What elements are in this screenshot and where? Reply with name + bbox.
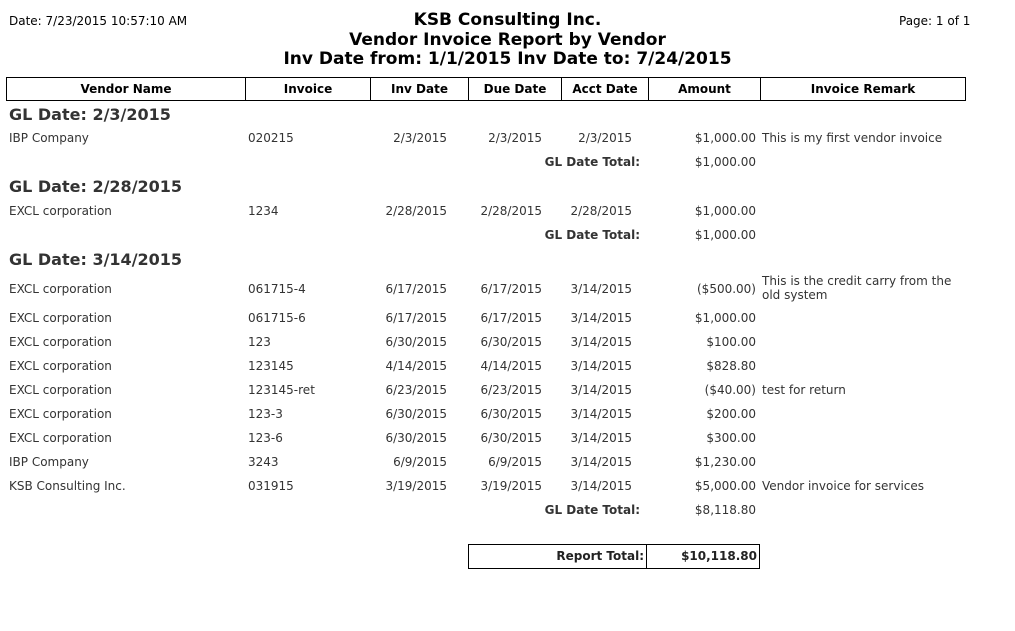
amount: $1,000.00	[694, 204, 756, 218]
acct-date: 3/14/2015	[570, 335, 632, 349]
vendor-name: EXCL corporation	[9, 204, 112, 218]
invoice-remark: This is the credit carry from the old system	[762, 274, 952, 302]
col-due-date: Due Date	[469, 78, 562, 100]
inv-date: 6/30/2015	[385, 431, 447, 445]
gl-date-total-label: GL Date Total:	[544, 155, 640, 169]
invoice-number: 123145-ret	[248, 383, 315, 397]
due-date: 4/14/2015	[480, 359, 542, 373]
acct-date: 3/14/2015	[570, 479, 632, 493]
date-range: Inv Date from: 1/1/2015 Inv Date to: 7/24/2015	[283, 49, 732, 69]
report-date: Date: 7/23/2015 10:57:10 AM	[9, 14, 188, 28]
column-header-row	[6, 77, 966, 101]
inv-date: 6/17/2015	[385, 282, 447, 296]
acct-date: 3/14/2015	[570, 383, 632, 397]
invoice-remark: test for return	[762, 383, 846, 397]
amount: $1,000.00	[694, 311, 756, 325]
gl-date-total-label: GL Date Total:	[544, 228, 640, 242]
invoice-remark: Vendor invoice for services	[762, 479, 925, 493]
vendor-name: EXCL corporation	[9, 431, 112, 445]
col-invoice: Invoice	[246, 78, 371, 100]
col-invoice-remark: Invoice Remark	[810, 82, 916, 96]
amount: ($40.00)	[704, 383, 756, 397]
acct-date: 3/14/2015	[570, 282, 632, 296]
amount: $5,000.00	[694, 479, 756, 493]
amount: $100.00	[706, 335, 756, 349]
group-heading: GL Date: 3/14/2015	[9, 250, 183, 269]
gl-date-total-value: $8,118.80	[694, 503, 756, 517]
inv-date: 6/23/2015	[385, 383, 447, 397]
company-name: KSB Consulting Inc.	[413, 10, 602, 30]
due-date: 2/3/2015	[488, 131, 542, 145]
due-date: 6/23/2015	[480, 383, 542, 397]
invoice-number: 123-3	[248, 407, 283, 421]
invoice-number: 020215	[248, 131, 294, 145]
col-inv-date: Inv Date	[371, 78, 469, 100]
due-date: 3/19/2015	[480, 479, 542, 493]
acct-date: 3/14/2015	[570, 359, 632, 373]
amount: $828.80	[706, 359, 756, 373]
inv-date: 2/3/2015	[393, 131, 447, 145]
inv-date: 6/17/2015	[385, 311, 447, 325]
report-total-value: $10,118.80	[681, 549, 757, 563]
inv-date: 2/28/2015	[385, 204, 447, 218]
due-date: 6/30/2015	[480, 431, 542, 445]
vendor-name: EXCL corporation	[9, 282, 112, 296]
acct-date: 2/3/2015	[578, 131, 632, 145]
inv-date: 4/14/2015	[385, 359, 447, 373]
invoice-number: 061715-6	[248, 311, 306, 325]
invoice-number: 1234	[248, 204, 279, 218]
invoice-number: 061715-4	[248, 282, 306, 296]
amount: $1,230.00	[694, 455, 756, 469]
acct-date: 3/14/2015	[570, 311, 632, 325]
gl-date-total-value: $1,000.00	[694, 228, 756, 242]
report-total-label: Report Total:	[469, 545, 647, 568]
due-date: 6/30/2015	[480, 335, 542, 349]
invoice-number: 123	[248, 335, 271, 349]
invoice-number: 123145	[248, 359, 294, 373]
acct-date: 2/28/2015	[570, 204, 632, 218]
gl-date-total-label: GL Date Total:	[544, 503, 640, 517]
inv-date: 6/9/2015	[393, 455, 447, 469]
invoice-number: 123-6	[248, 431, 283, 445]
report-total-box	[468, 544, 760, 569]
invoice-remark: This is my first vendor invoice	[762, 131, 943, 145]
vendor-name: EXCL corporation	[9, 335, 112, 349]
amount: $1,000.00	[694, 131, 756, 145]
vendor-name: EXCL corporation	[9, 359, 112, 373]
due-date: 6/17/2015	[480, 311, 542, 325]
due-date: 2/28/2015	[480, 204, 542, 218]
group-heading: GL Date: 2/28/2015	[9, 177, 183, 196]
group-heading: GL Date: 2/3/2015	[9, 105, 171, 124]
vendor-name: KSB Consulting Inc.	[9, 479, 126, 493]
invoice-number: 3243	[248, 455, 279, 469]
vendor-name: EXCL corporation	[9, 407, 112, 421]
due-date: 6/9/2015	[488, 455, 542, 469]
col-acct-date: Acct Date	[562, 78, 649, 100]
invoice-number: 031915	[248, 479, 294, 493]
amount: $300.00	[706, 431, 756, 445]
amount: ($500.00)	[697, 282, 756, 296]
col-vendor-name: Vendor Name	[7, 78, 246, 100]
inv-date: 6/30/2015	[385, 335, 447, 349]
inv-date: 3/19/2015	[385, 479, 447, 493]
due-date: 6/30/2015	[480, 407, 542, 421]
vendor-name: IBP Company	[9, 131, 89, 145]
report-title: Vendor Invoice Report by Vendor	[349, 30, 666, 50]
col-amount: Amount	[649, 78, 761, 100]
acct-date: 3/14/2015	[570, 407, 632, 421]
page-number: Page: 1 of 1	[899, 14, 971, 28]
amount: $200.00	[706, 407, 756, 421]
acct-date: 3/14/2015	[570, 455, 632, 469]
due-date: 6/17/2015	[480, 282, 542, 296]
vendor-name: EXCL corporation	[9, 383, 112, 397]
gl-date-total-value: $1,000.00	[694, 155, 756, 169]
acct-date: 3/14/2015	[570, 431, 632, 445]
vendor-name: IBP Company	[9, 455, 89, 469]
inv-date: 6/30/2015	[385, 407, 447, 421]
vendor-name: EXCL corporation	[9, 311, 112, 325]
